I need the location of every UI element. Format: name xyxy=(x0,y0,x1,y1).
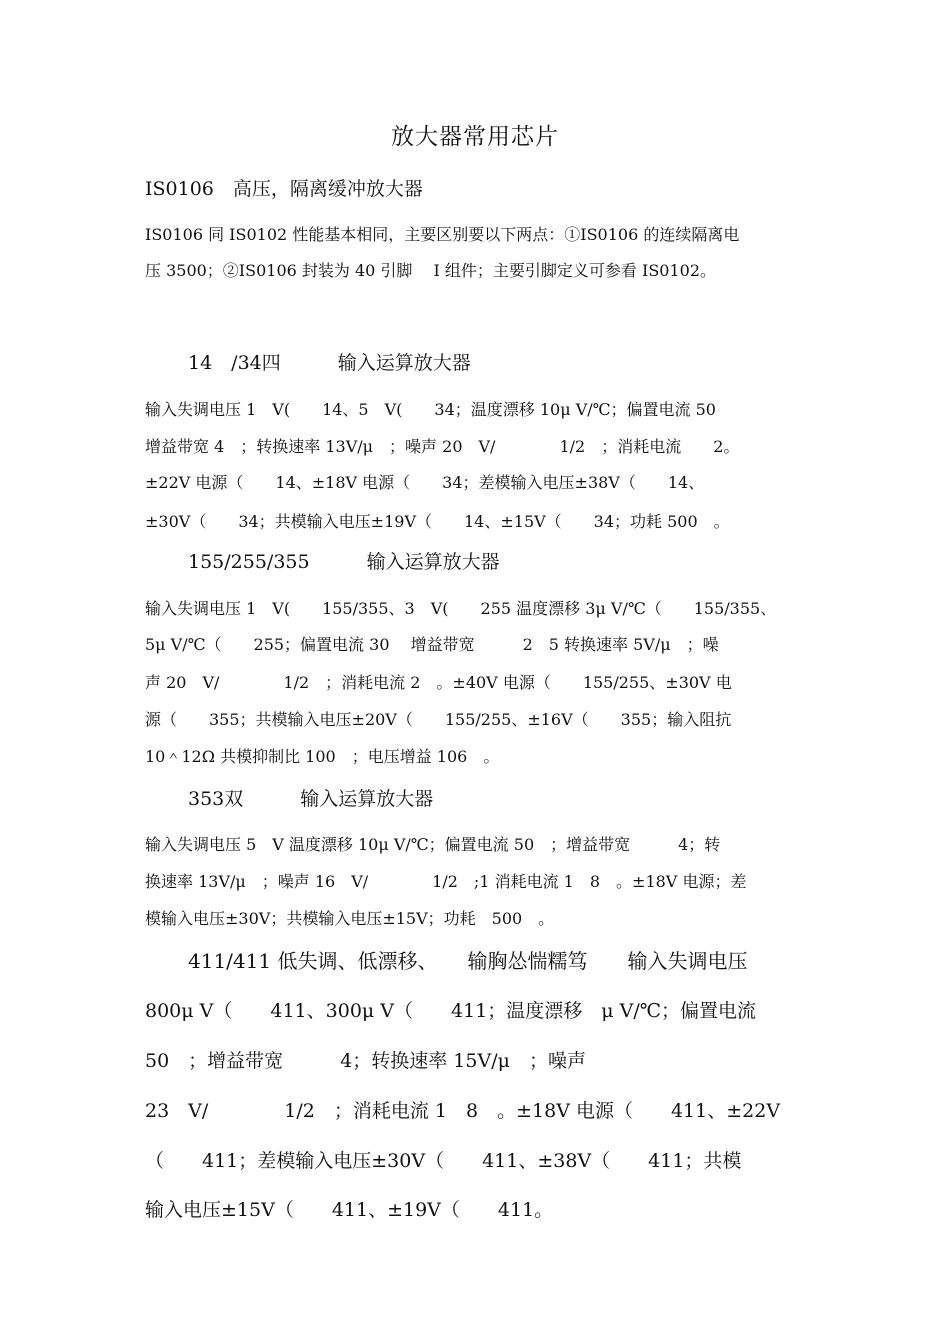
paragraph-line: （ 411；差模输入电压±30V（ 411、±38V（ 411；共模 xyxy=(145,1150,742,1172)
paragraph-line: 压 3500；②IS0106 封装为 40 引脚 I 组件；主要引脚定义可参看 IS0102。 xyxy=(145,261,717,280)
section-heading-411: 411/411 低失调、低漂移、 输胸怂惴糯笃 输入失调电压 xyxy=(188,949,748,973)
paragraph-line: 10＾12Ω 共模抑制比 100 ；电压增益 106 。 xyxy=(145,747,500,766)
paragraph-line: IS0106 同 IS0102 性能基本相同，主要区别要以下两点：①IS0106 的连续隔离电 xyxy=(145,225,740,244)
section-heading-155-255-355: 155/255/355 输入运算放大器 xyxy=(188,551,500,573)
section-heading-iso0106: IS0106 高压，隔离缓冲放大器 xyxy=(145,178,423,200)
paragraph-line: 23 V/ 1/2 ；消耗电流 1 8 。±18V 电源（ 411、±22V xyxy=(145,1100,781,1122)
paragraph-line: 输入失调电压 1 V( 14、5 V( 34；温度漂移 10μ V/℃；偏置电流 50 xyxy=(145,400,716,419)
paragraph-line: 模输入电压±30V；共模输入电压±15V；功耗 500 。 xyxy=(145,909,555,928)
paragraph-line: 源（ 355；共模输入电压±20V（ 155/255、±16V（ 355；输入阻抗 xyxy=(145,710,732,729)
paragraph-line: 输入失调电压 5 V 温度漂移 10μ V/℃；偏置电流 50 ；增益带宽 4；转 xyxy=(145,835,721,854)
paragraph-line: ±30V（ 34；共模输入电压±19V（ 14、±15V（ 34；功耗 500 。 xyxy=(145,512,730,531)
paragraph-line: 换速率 13V/μ ；噪声 16 V/ 1/2 ;1 消耗电流 1 8 。±18V 电源；差 xyxy=(145,872,747,891)
paragraph-line: 800μ V（ 411、300μ V（ 411；温度漂移 μ V/℃；偏置电流 xyxy=(145,1000,757,1022)
section-heading-353: 353双 输入运算放大器 xyxy=(188,788,434,810)
section-heading-14-34: 14 /34四 输入运算放大器 xyxy=(188,352,471,374)
paragraph-line: 输入电压±15V（ 411、±19V（ 411。 xyxy=(145,1199,554,1221)
paragraph-line: 5μ V/℃（ 255；偏置电流 30 增益带宽 2 5 转换速率 5V/μ ；噪 xyxy=(145,635,719,654)
paragraph-line: 50 ；增益带宽 4；转换速率 15V/μ ；噪声 xyxy=(145,1050,586,1072)
paragraph-line: 声 20 V/ 1/2 ；消耗电流 2 。±40V 电源（ 155/255、±30V 电 xyxy=(145,673,732,692)
page-title: 放大器常用芯片 xyxy=(391,124,559,150)
paragraph-line: ±22V 电源（ 14、±18V 电源（ 34；差模输入电压±38V（ 14、 xyxy=(145,473,705,492)
paragraph-line: 输入失调电压 1 V( 155/355、3 V( 255 温度漂移 3μ V/℃（ 155/355、 xyxy=(145,599,777,618)
paragraph-line: 增益带宽 4 ；转换速率 13V/μ ；噪声 20 V/ 1/2 ；消耗电流 2。 xyxy=(145,437,740,456)
